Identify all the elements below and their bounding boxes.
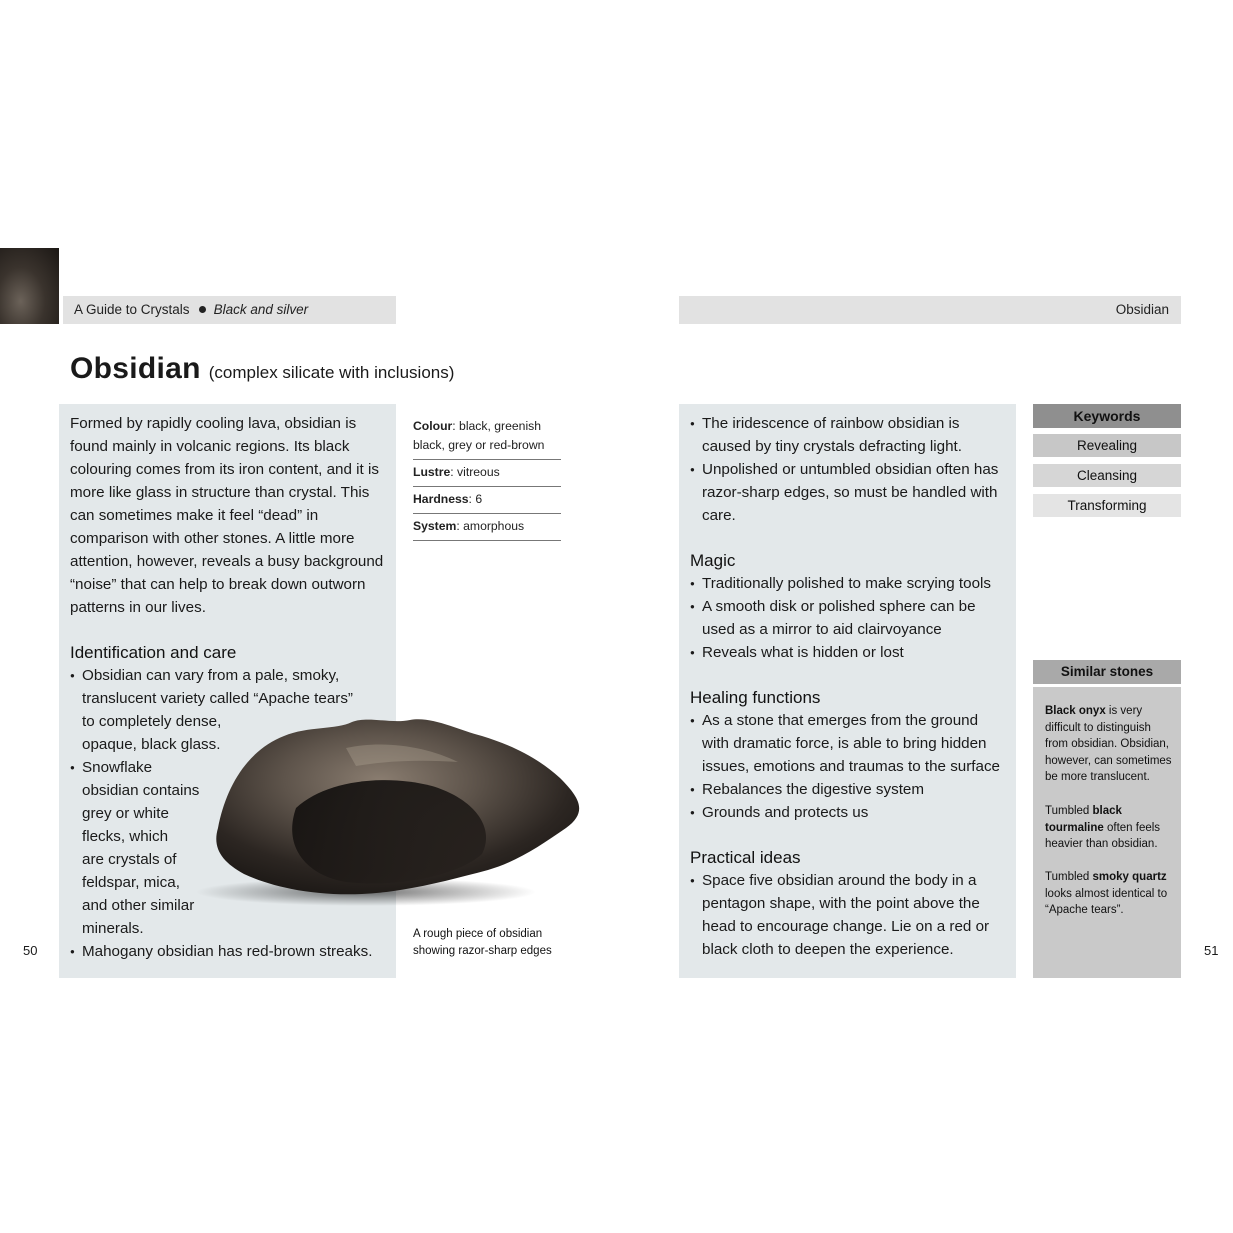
- list-item: ● Grounds and protects us: [690, 801, 1006, 824]
- healing-list: [690, 709, 1006, 824]
- list-item: ● Traditionally polished to make scrying tools: [690, 572, 1006, 595]
- fact-label: Colour: [413, 419, 453, 433]
- fact-value: amorphous: [463, 519, 525, 533]
- fact-system: System: amorphous: [413, 514, 561, 541]
- list-item: ● Space five obsidian around the body in a pentagon shape, with the point above the head to encourage change. Lie on a red or black cloth to deepen the experience.: [690, 869, 1006, 961]
- fact-value: vitreous: [457, 465, 500, 479]
- stone-composition: (complex silicate with inclusions): [208, 363, 455, 382]
- line: and other similar: [82, 897, 195, 914]
- practical-list: [690, 869, 1006, 961]
- similar-entry-black-onyx: [1045, 703, 1173, 786]
- fact-lustre: Lustre: vitreous: [413, 460, 561, 487]
- running-header-right: [679, 296, 1181, 324]
- magic-list: [690, 572, 1006, 664]
- obsidian-photo: [196, 716, 588, 912]
- keyword-cleansing: Cleansing: [1033, 464, 1181, 487]
- line: to completely dense,: [82, 713, 222, 730]
- entry-text: looks almost identical to “Apache tears”.: [1045, 887, 1168, 916]
- intro-text: Formed by rapidly cooling lava, obsidian is found mainly in volcanic regions. Its black colouring comes from its iron content, and it is more like glass in structure than crystal. This can sometimes make it feel “dead” in comparison with other stones. A little more attention, however, reveals a busy background “noise” that can help to break down outworn patterns in our lives.: [70, 415, 384, 616]
- photo-caption: A rough piece of obsidian showing razor-sharp edges: [413, 928, 552, 957]
- running-header-left: [63, 296, 396, 324]
- stone-name: Obsidian: [70, 352, 201, 385]
- stone-facts: [413, 414, 561, 541]
- keyword-revealing: Revealing: [1033, 434, 1181, 457]
- fact-label: System: [413, 519, 457, 533]
- line: grey or white: [82, 805, 169, 822]
- fact-colour: Colour: black, greenish black, grey or red-brown: [413, 414, 561, 460]
- list-item: ● Unpolished or untumbled obsidian often has razor-sharp edges, so must be handled with care.: [690, 458, 1006, 527]
- list-item: ● A smooth disk or polished sphere can be used as a mirror to aid clairvoyance: [690, 595, 1006, 641]
- entry-stone-name: smoky quartz: [1092, 871, 1167, 883]
- list-item: [70, 940, 390, 963]
- entry-stone-name: Black onyx: [1045, 705, 1106, 717]
- book-title: A Guide to Crystals: [74, 302, 190, 317]
- line: Snowflake: [82, 759, 153, 776]
- line: Obsidian can vary from a pale, smoky,: [82, 667, 340, 684]
- identification-heading: Identification and care: [70, 643, 237, 662]
- line: opaque, black glass.: [82, 736, 221, 753]
- line: obsidian contains: [82, 782, 200, 799]
- entry-prefix: Tumbled: [1045, 871, 1093, 883]
- entry-prefix: Tumbled: [1045, 805, 1093, 817]
- intro-list: [690, 412, 1006, 527]
- fact-value: black, greenish black, grey or red-brown: [413, 419, 545, 452]
- line: minerals.: [82, 920, 144, 937]
- page-title: [70, 352, 454, 386]
- keyword-transforming: Transforming: [1033, 494, 1181, 517]
- similar-entry-smoky-quartz: [1045, 869, 1173, 919]
- page-number-right: 51: [1204, 943, 1219, 958]
- right-column: [690, 412, 1006, 961]
- line: Mahogany obsidian has red-brown streaks.: [82, 943, 373, 960]
- fact-hardness: Hardness: 6: [413, 487, 561, 514]
- line: flecks, which: [82, 828, 169, 845]
- list-item: ● Reveals what is hidden or lost: [690, 641, 1006, 664]
- list-item: ● The iridescence of rainbow obsidian is caused by tiny crystals defracting light.: [690, 412, 1006, 458]
- practical-heading: Practical ideas: [690, 848, 801, 867]
- section-thumbnail-image: [0, 248, 59, 324]
- keywords-heading: Keywords: [1033, 404, 1181, 428]
- similar-entry-black-tourmaline: [1045, 803, 1173, 853]
- stone-title-header: Obsidian: [1115, 302, 1169, 317]
- intro-paragraph: [70, 412, 386, 619]
- section-name: Black and silver: [213, 302, 309, 317]
- magic-heading: Magic: [690, 551, 736, 570]
- list-item: ● Rebalances the digestive system: [690, 778, 1006, 801]
- bullet-dot-icon: [199, 306, 206, 313]
- line: are crystals of: [82, 851, 177, 868]
- page-number-left: 50: [23, 943, 38, 958]
- fact-label: Hardness: [413, 492, 469, 506]
- entry-text: is very difficult to distinguish from obsidian. Obsidian, however, can sometimes be more translucent.: [1045, 705, 1172, 783]
- entry-text: often feels heavier than obsidian.: [1045, 821, 1161, 850]
- list-item: ● As a stone that emerges from the ground with dramatic force, is able to bring hidden issues, emotions and traumas to the surface: [690, 709, 1006, 778]
- fact-label: Lustre: [413, 465, 451, 479]
- healing-heading: Healing functions: [690, 688, 821, 707]
- line: translucent variety called “Apache tears”: [82, 690, 353, 707]
- similar-stones-heading: Similar stones: [1033, 660, 1181, 684]
- entry-stone-name: black tourmaline: [1045, 805, 1122, 834]
- line: feldspar, mica,: [82, 874, 180, 891]
- fact-value: 6: [475, 492, 483, 506]
